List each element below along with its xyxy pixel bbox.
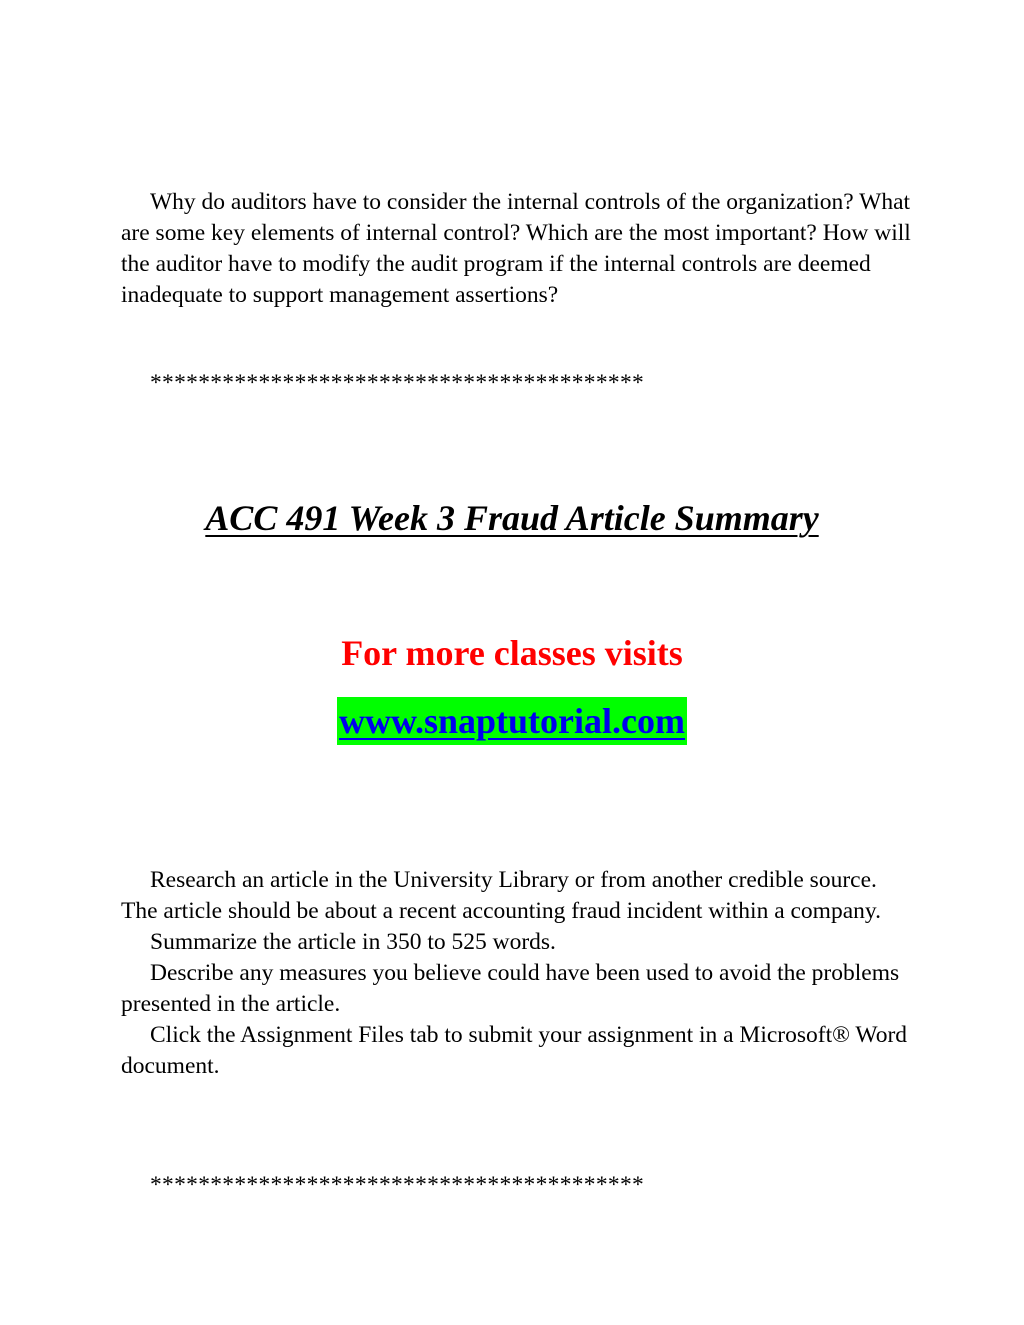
intro-question-paragraph: Why do auditors have to consider the internal controls of the organization? What are some key elements of internal control? Which are the most important? How will the auditor have to modify the audit program if the internal controls are deemed inadequate to support management assertions? (121, 189, 911, 308)
assignment-instructions (121, 865, 911, 1082)
assignment-item-research: Research an article in the University Library or from another credible source. The article should be about a recent accounting fraud incident within a company. (121, 867, 881, 924)
separator-bottom: ***************************************** (150, 1172, 645, 1198)
promo-link-container (0, 697, 1024, 753)
assignment-item-summarize: Summarize the article in 350 to 525 words. (150, 929, 556, 955)
page-title: ACC 491 Week 3 Fraud Article Summary (205, 498, 819, 538)
assignment-item-submit: Click the Assignment Files tab to submit your assignment in a Microsoft® Word document. (121, 1022, 908, 1079)
snaptutorial-link[interactable]: www.snaptutorial.com (337, 697, 687, 745)
assignment-item-describe: Describe any measures you believe could have been used to avoid the problems presented in the article. (121, 960, 900, 1017)
promo-text: For more classes visits (341, 633, 683, 673)
separator-top: ***************************************** (150, 370, 645, 396)
